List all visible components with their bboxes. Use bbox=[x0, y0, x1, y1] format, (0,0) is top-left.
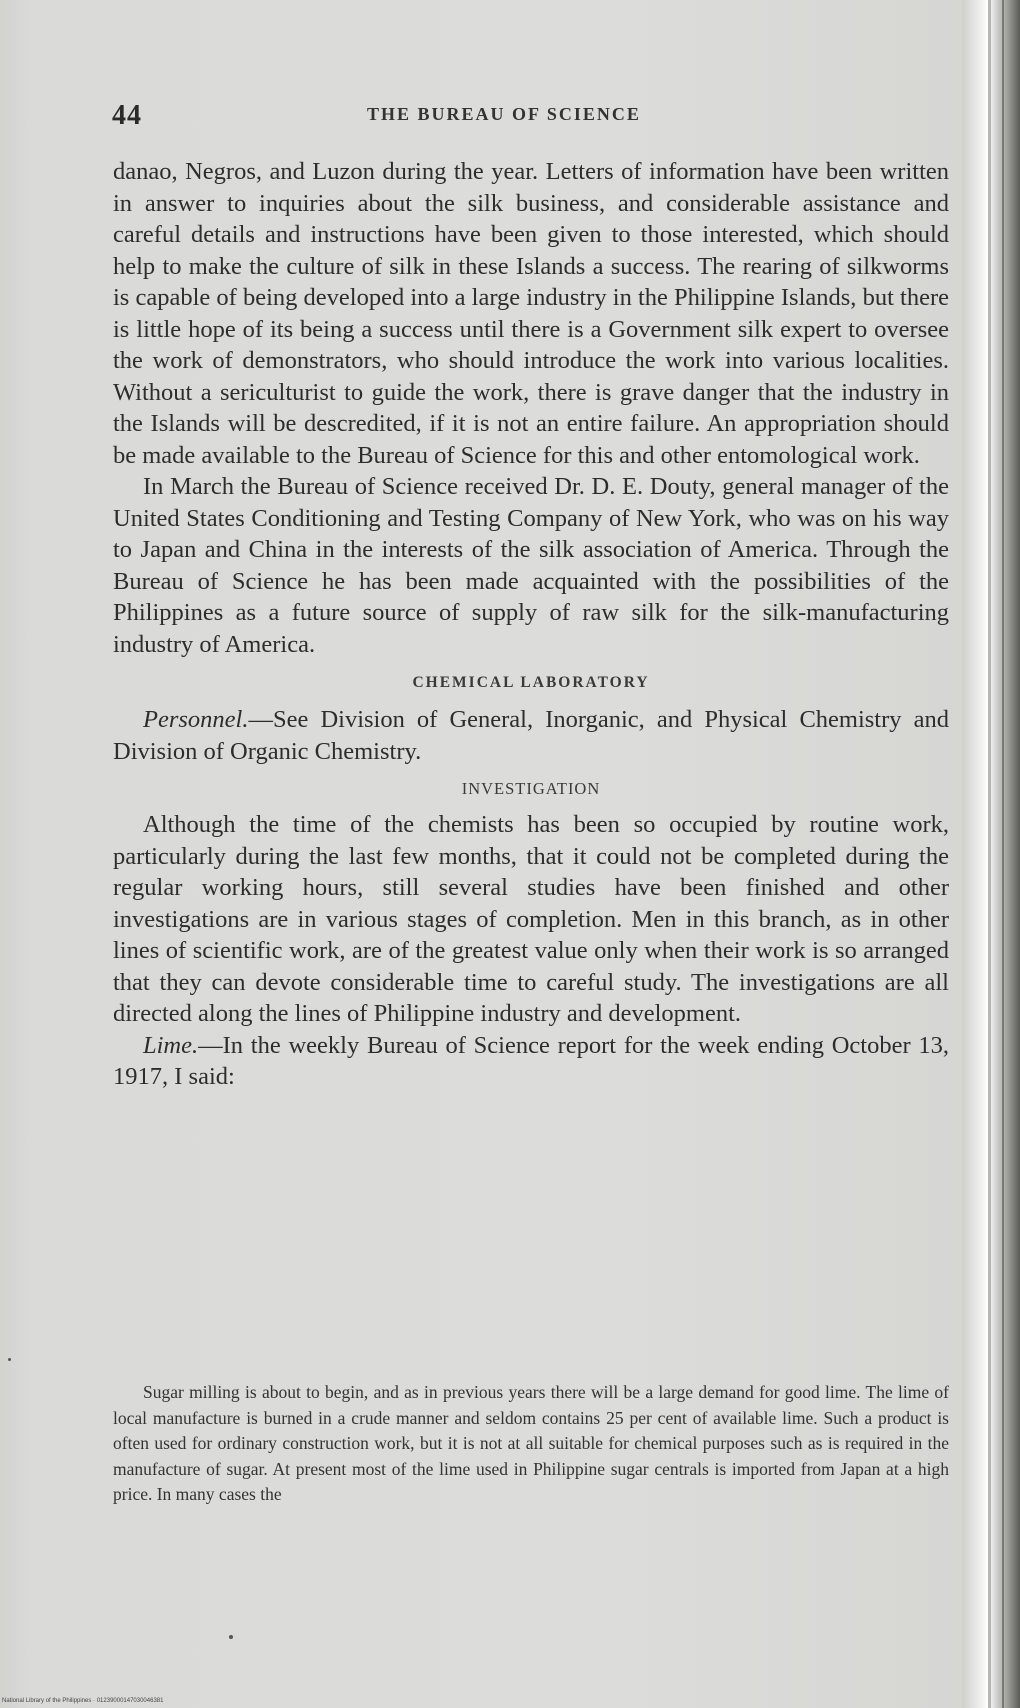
run-in-lime: Lime. bbox=[143, 1031, 199, 1059]
paragraph-lime-text: —In the weekly Bureau of Science report for the week ending October 13, 1917, I said: bbox=[113, 1031, 949, 1090]
sub-heading-investigation: INVESTIGATION bbox=[461, 779, 601, 798]
block-quote-text: Sugar milling is about to begin, and as in previous years there will be a large demand for good lime. The lime of local manufacture is burned in a crude manner and seldom contains 25 per cent of available lime. Such a product is often used for ordinary construction work, but it is not at all suitable for chemical purposes such as is required in the manufacture of sugar. At present most of the lime used in Philippine sugar centrals is imported from Japan at a high price. In many cases the bbox=[113, 1382, 949, 1504]
section-heading-chemical-laboratory: CHEMICAL LABORATORY bbox=[412, 674, 650, 691]
page-binding-edge bbox=[962, 0, 1020, 1708]
archive-stamp: National Library of the Philippines · 01239000147030046381 bbox=[2, 1698, 164, 1704]
paragraph-douty-visit: In March the Bureau of Science received Dr. D. E. Douty, general manager of the United States Conditioning and Testing Company of New York, who was on his way to Japan and China in the interests of the silk association of America. Through the Bureau of Science he has been made acquainted with the possibilities of the Philippines as a future source of supply of raw silk for the silk-manufacturing industry of America. bbox=[113, 473, 949, 658]
scan-speck bbox=[229, 1635, 233, 1639]
running-head: THE BUREAU OF SCIENCE bbox=[367, 104, 641, 124]
page-header bbox=[112, 100, 947, 140]
paragraph-investigation: Although the time of the chemists has been so occupied by routine work, particularly during the last few months, that it could not be completed during the regular working hours, still several studies have been finished and other investigations are in various stages of completion. Men in this branch, as in other lines of scientific work, are of the greatest value only when their work is so arranged that they can devote considerable time to careful study. The investigations are all directed along the lines of Philippine industry and development. bbox=[113, 811, 949, 1027]
paragraph-silk-continuation: danao, Negros, and Luzon during the year. Letters of information have been written in answer to inquiries about the silk business, and considerable assistance and careful details and instructions have been given to those interested, which should help to make the culture of silk in these Islands a success. The rearing of silkworms is capable of being developed into a large industry in the Philippine Islands, but there is little hope of its being a success until there is a Government silk expert to oversee the work of demonstrators, who should introduce the work into various localities. Without a sericulturist to guide the work, there is grave danger that the industry in the Islands will be descredited, if it is not an entire failure. An appropriation should be made available to the Bureau of Science for this and other entomological work. bbox=[113, 158, 949, 469]
run-in-personnel: Personnel. bbox=[143, 706, 249, 733]
paragraph-personnel bbox=[113, 704, 949, 767]
page-number: 44 bbox=[112, 100, 142, 131]
scan-speck bbox=[8, 1358, 11, 1361]
paragraph-personnel-text: —See Division of General, Inorganic, and Physical Chemistry and Division of Organic Chemistry. bbox=[113, 706, 949, 765]
block-quote bbox=[113, 1380, 949, 1508]
paragraph-lime bbox=[113, 1030, 949, 1093]
body-text bbox=[113, 156, 949, 1093]
